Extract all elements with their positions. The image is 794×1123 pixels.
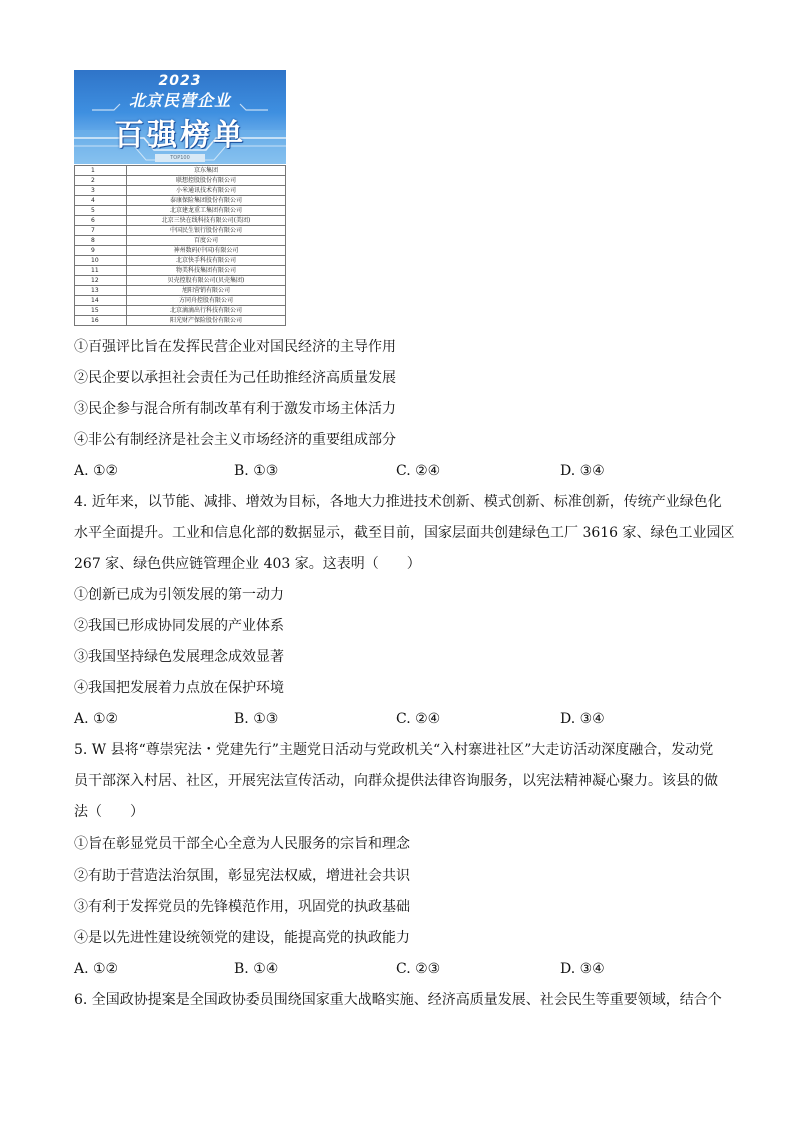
q4-statement: ③我国坚持绿色发展理念成效显著 [74, 649, 284, 665]
table-row [75, 216, 286, 226]
company-cell: 北京三快在线科技有限公司(美团) [127, 216, 286, 226]
company-cell: 联想控股股份有限公司 [127, 176, 286, 186]
ranking-figure [74, 70, 286, 327]
company-cell: 百度公司 [127, 236, 286, 246]
q5-stem: 5. W 县将“尊崇宪法・党建先行”主题党日活动与党政机关“入村寨进社区”大走访活动深度融合，发动党 [74, 742, 714, 758]
choice-a[interactable]: A. ①② [74, 463, 119, 479]
banner-tag: TOP100 [155, 154, 205, 162]
q3-statement: ①百强评比旨在发挥民营企业对国民经济的主导作用 [74, 339, 396, 355]
company-cell: 物美科技集团有限公司 [127, 266, 286, 276]
q4-stem: 4. 近年来，以节能、减排、增效为目标，各地大力推进技术创新、模式创新、标准创新，传统产业绿色化 [74, 494, 722, 510]
choice-c[interactable]: C. ②④ [396, 463, 441, 479]
q4-statement: ④我国把发展着力点放在保护环境 [74, 680, 284, 696]
company-cell: 阳光财产保险股份有限公司 [127, 316, 286, 326]
q5-statement: ④是以先进性建设统领党的建设，能提高党的执政能力 [74, 930, 410, 946]
choice-c[interactable]: C. ②④ [396, 711, 441, 727]
table-row [75, 306, 286, 316]
rank-cell: 14 [75, 296, 127, 306]
q5-statement: ②有助于营造法治氛围，彰显宪法权威，增进社会共识 [74, 868, 410, 884]
q4-statement: ②我国已形成协同发展的产业体系 [74, 618, 284, 634]
table-row [75, 246, 286, 256]
table-row [75, 196, 286, 206]
table-row [75, 166, 286, 176]
company-cell: 中国民生银行股份有限公司 [127, 226, 286, 236]
rank-cell: 6 [75, 216, 127, 226]
table-row [75, 226, 286, 236]
ranking-table [74, 165, 286, 326]
choice-d[interactable]: D. ③④ [560, 711, 605, 727]
company-cell: 北京滴滴出行科技有限公司 [127, 306, 286, 316]
q4-stem: 267 家、绿色供应链管理企业 403 家。这表明（ ） [74, 556, 421, 572]
choice-b[interactable]: B. ①③ [234, 463, 279, 479]
q6-stem: 6. 全国政协提案是全国政协委员围绕国家重大战略实施、经济高质量发展、社会民生等重要领域，结合个 [74, 992, 722, 1008]
rank-cell: 8 [75, 236, 127, 246]
choice-d[interactable]: D. ③④ [560, 961, 605, 977]
q5-statement: ③有利于发挥党员的先锋模范作用，巩固党的执政基础 [74, 899, 410, 915]
rank-cell: 16 [75, 316, 127, 326]
rank-cell: 10 [75, 256, 127, 266]
choice-c[interactable]: C. ②③ [396, 961, 441, 977]
q5-statement: ①旨在彰显党员干部全心全意为人民服务的宗旨和理念 [74, 836, 410, 852]
rank-cell: 12 [75, 276, 127, 286]
table-row [75, 256, 286, 266]
company-cell: 泰康保险集团股份有限公司 [127, 196, 286, 206]
table-row [75, 176, 286, 186]
rank-cell: 13 [75, 286, 127, 296]
table-row [75, 286, 286, 296]
q4-stem: 水平全面提升。工业和信息化部的数据显示，截至目前，国家层面共创建绿色工厂 3616 家、绿色工业园区 [74, 525, 735, 541]
company-cell: 北京建龙重工集团有限公司 [127, 206, 286, 216]
choice-b[interactable]: B. ①④ [234, 961, 279, 977]
choice-b[interactable]: B. ①③ [234, 711, 279, 727]
choice-d[interactable]: D. ③④ [560, 463, 605, 479]
table-row [75, 206, 286, 216]
q5-stem: 法（ ） [74, 804, 144, 820]
choice-a[interactable]: A. ①② [74, 711, 119, 727]
company-cell: 北京快手科技有限公司 [127, 256, 286, 266]
rank-cell: 11 [75, 266, 127, 276]
rank-cell: 4 [75, 196, 127, 206]
ranking-banner [74, 70, 286, 164]
company-cell: 小米通讯技术有限公司 [127, 186, 286, 196]
rank-cell: 3 [75, 186, 127, 196]
rank-cell: 7 [75, 226, 127, 236]
company-cell: 神州数码(中国)有限公司 [127, 246, 286, 256]
company-cell: 旭阳营销有限公司 [127, 286, 286, 296]
rank-cell: 9 [75, 246, 127, 256]
table-row [75, 236, 286, 246]
q3-choices [74, 461, 694, 481]
company-cell: 方同舟控股有限公司 [127, 296, 286, 306]
table-row [75, 316, 286, 326]
rank-cell: 2 [75, 176, 127, 186]
q4-choices [74, 709, 694, 729]
banner-title: 百强榜单 [114, 118, 246, 153]
q3-statement: ③民企参与混合所有制改革有利于激发市场主体活力 [74, 401, 396, 417]
banner-year: 2023 [158, 73, 202, 89]
rank-cell: 5 [75, 206, 127, 216]
table-row [75, 276, 286, 286]
q3-statement: ②民企要以承担社会责任为己任助推经济高质量发展 [74, 370, 396, 386]
company-cell: 京东集团 [127, 166, 286, 176]
q5-stem: 员干部深入村居、社区，开展宪法宣传活动，向群众提供法律咨询服务，以宪法精神凝心聚力。该县的做 [74, 773, 718, 789]
q4-statement: ①创新已成为引领发展的第一动力 [74, 587, 284, 603]
table-row [75, 266, 286, 276]
rank-cell: 15 [75, 306, 127, 316]
company-cell: 贝壳控股有限公司(贝壳集团) [127, 276, 286, 286]
banner-subtitle: 北京民营企业 [128, 91, 231, 110]
rank-cell: 1 [75, 166, 127, 176]
choice-a[interactable]: A. ①② [74, 961, 119, 977]
table-row [75, 296, 286, 306]
q3-statement: ④非公有制经济是社会主义市场经济的重要组成部分 [74, 432, 396, 448]
table-row [75, 186, 286, 196]
q5-choices [74, 959, 694, 979]
